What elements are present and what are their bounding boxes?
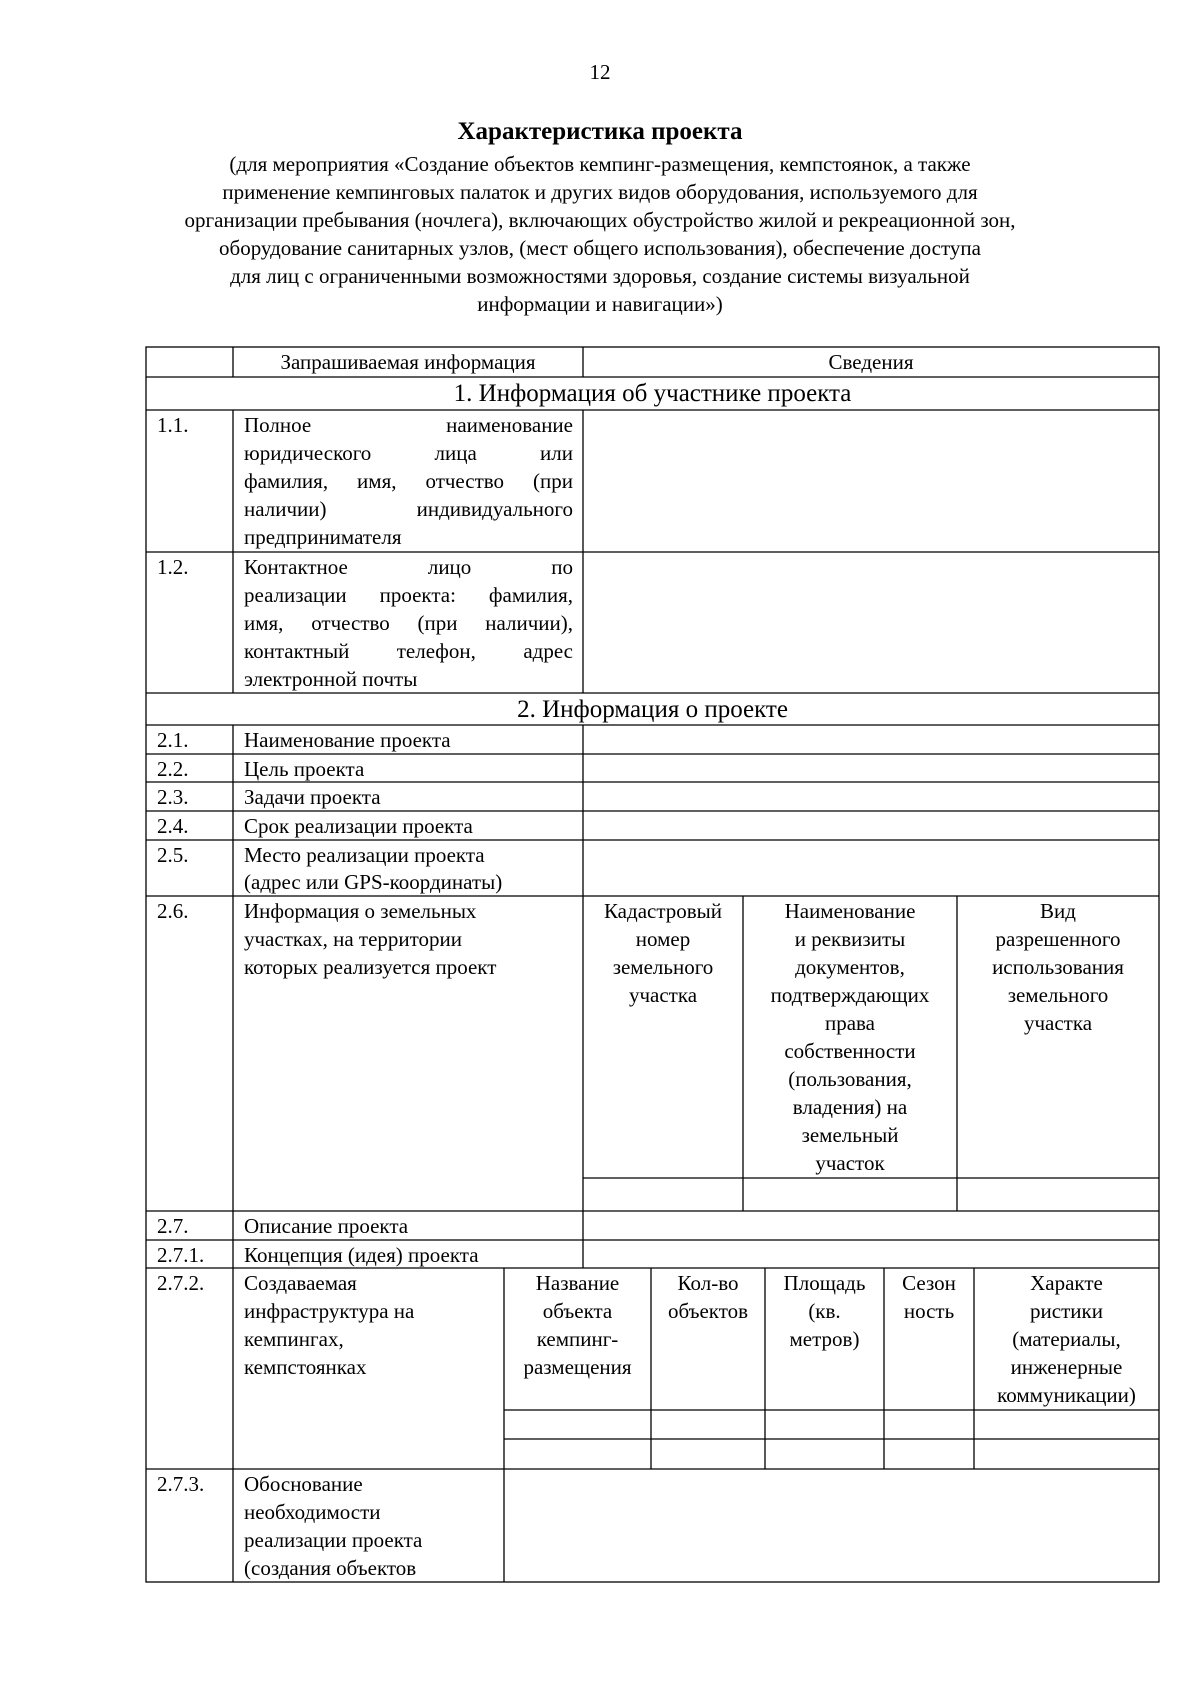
subtitle-line: организации пребывания (ночлега), включающих обустройство жилой и рекреационной зон, <box>184 208 1016 232</box>
land-use-header: участка <box>1023 1011 1093 1035</box>
row-label: фамилия, имя, отчество (при <box>244 469 573 493</box>
land-documents-header: Наименование <box>784 899 916 923</box>
infra-area-header: метров) <box>789 1327 860 1351</box>
land-documents-header: подтверждающих <box>770 983 930 1007</box>
row-number: 2.6. <box>157 899 189 923</box>
land-documents-header: участок <box>815 1151 885 1175</box>
land-cadastral-header: земельного <box>612 955 714 979</box>
section-project-heading: 2. Информация о проекте <box>517 696 788 723</box>
row-label: Полное наименование <box>244 413 573 437</box>
header-info: Сведения <box>828 350 914 374</box>
infra-characteristics-header: коммуникации) <box>997 1383 1136 1407</box>
land-cadastral-header: Кадастровый <box>603 899 723 923</box>
land-documents-header: и реквизиты <box>794 927 906 951</box>
row-label: Место реализации проекта <box>244 843 485 867</box>
land-documents-header: права <box>824 1011 876 1035</box>
row-label: Контактное лицо по <box>244 555 573 579</box>
infra-name-header: объекта <box>542 1299 613 1323</box>
row-label: которых реализуется проект <box>244 955 497 979</box>
land-documents-header: (пользования, <box>788 1067 912 1091</box>
row-label: Наименование проекта <box>244 728 451 752</box>
infra-name-header: Название <box>535 1271 620 1295</box>
row-number: 2.7.1. <box>157 1243 205 1267</box>
infra-characteristics-header: Характе <box>1030 1271 1103 1295</box>
header-requested-info: Запрашиваемая информация <box>280 350 536 374</box>
row-label: Описание проекта <box>244 1214 409 1238</box>
row-label: Концепция (идея) проекта <box>244 1243 479 1267</box>
row-label: юридического лица или <box>244 441 573 465</box>
row-label: Создаваемая <box>244 1271 357 1295</box>
row-label: имя, отчество (при наличии), <box>244 611 573 635</box>
row-number: 2.7.2. <box>157 1271 205 1295</box>
row-label: (создания объектов <box>244 1556 417 1580</box>
page-number: 12 <box>589 60 611 84</box>
row-label: кемпингах, <box>244 1327 344 1351</box>
land-documents-header: земельный <box>801 1123 899 1147</box>
row-label: Цель проекта <box>244 757 365 781</box>
row-number: 2.1. <box>157 728 189 752</box>
section-participant-heading: 1. Информация об участнике проекта <box>453 380 852 407</box>
row-label: кемпстоянках <box>244 1355 367 1379</box>
infra-season-header: ность <box>903 1299 955 1323</box>
subtitle-line: информации и навигации») <box>477 292 723 316</box>
row-number: 2.5. <box>157 843 189 867</box>
land-cadastral-header: номер <box>635 927 691 951</box>
subtitle-line: применение кемпинговых палаток и других видов оборудования, используемого для <box>222 180 978 204</box>
land-cadastral-header: участка <box>628 983 698 1007</box>
infra-area-header: Площадь <box>783 1271 866 1295</box>
row-number: 2.7.3. <box>157 1472 205 1496</box>
row-label: электронной почты <box>244 667 418 691</box>
row-label: Обоснование <box>244 1472 363 1496</box>
row-label: (адрес или GPS-координаты) <box>244 870 503 894</box>
infra-characteristics-header: инженерные <box>1010 1355 1123 1379</box>
infra-name-header: кемпинг- <box>536 1327 619 1351</box>
row-number: 1.2. <box>157 555 189 579</box>
infra-name-header: размещения <box>523 1355 632 1379</box>
row-label: участках, на территории <box>244 927 463 951</box>
row-number: 2.2. <box>157 757 189 781</box>
subtitle-line: (для мероприятия «Создание объектов кемпинг-размещения, кемпстоянок, а также <box>229 152 971 176</box>
row-number: 2.4. <box>157 814 189 838</box>
land-use-header: разрешенного <box>995 927 1121 951</box>
land-documents-header: документов, <box>795 955 905 979</box>
document-title: Характеристика проекта <box>457 118 743 145</box>
row-number: 2.7. <box>157 1214 189 1238</box>
row-label: Задачи проекта <box>244 785 381 809</box>
row-number: 2.3. <box>157 785 189 809</box>
row-number: 1.1. <box>157 413 189 437</box>
infra-characteristics-header: (материалы, <box>1012 1327 1121 1351</box>
row-label: контактный телефон, адрес <box>244 639 573 663</box>
row-label: наличии) индивидуального <box>244 497 573 521</box>
row-label: реализации проекта <box>244 1528 423 1552</box>
row-label: инфраструктура на <box>244 1299 415 1323</box>
infra-season-header: Сезон <box>902 1271 956 1295</box>
row-label: Информация о земельных <box>244 899 477 923</box>
land-use-header: использования <box>992 955 1124 979</box>
row-label: реализации проекта: фамилия, <box>244 583 573 607</box>
infra-area-header: (кв. <box>808 1299 841 1323</box>
row-label: предпринимателя <box>244 525 402 549</box>
subtitle-line: оборудование санитарных узлов, (мест общего использования), обеспечение доступа <box>219 236 981 260</box>
land-use-header: земельного <box>1007 983 1109 1007</box>
row-label: Срок реализации проекта <box>244 814 473 838</box>
land-use-header: Вид <box>1040 899 1076 923</box>
land-documents-header: собственности <box>784 1039 916 1063</box>
infra-count-header: Кол-во <box>677 1271 739 1295</box>
infra-characteristics-header: ристики <box>1030 1299 1103 1323</box>
subtitle-line: для лиц с ограниченными возможностями здоровья, создание системы визуальной <box>230 264 970 288</box>
row-label: необходимости <box>244 1500 381 1524</box>
infra-count-header: объектов <box>667 1299 749 1323</box>
land-documents-header: владения) на <box>792 1095 908 1119</box>
